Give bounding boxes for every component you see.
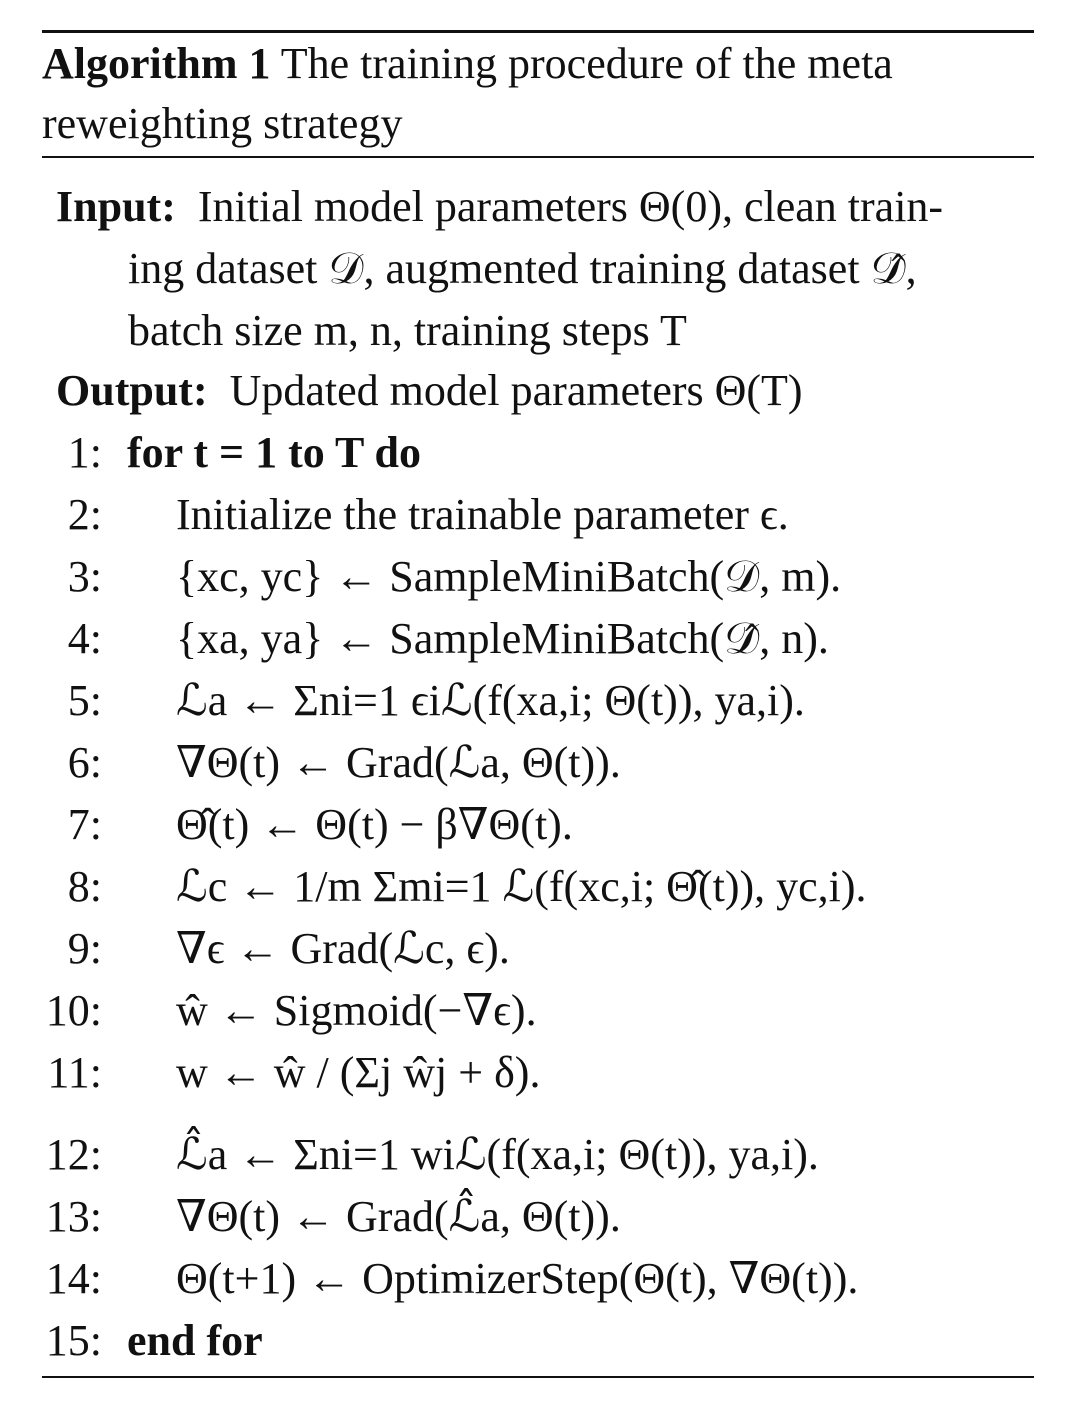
line-text: {xa, ya} ← SampleMiniBatch(𝒟̂, n). [176,614,829,663]
algorithm-line [0,484,1080,546]
input-text-line2: ing dataset 𝒟, augmented training dataset 𝒟̂, [128,244,917,293]
line-text: end for [127,1316,263,1365]
algorithm-line [0,980,1080,1042]
line-text: ℒa ← Σni=1 ϵiℒ(f(xa,i; Θ(t)), ya,i). [176,676,805,725]
line-number: 2: [67,490,102,539]
algorithm-title: The training procedure of the meta reweighting strategy [42,39,893,148]
algorithm-line [0,856,1080,918]
output-label: Output: [56,366,208,415]
line-number: 4: [67,614,102,663]
algorithm-line [0,670,1080,732]
line-number: 1: [67,428,102,477]
line-number: 11: [47,1048,102,1097]
line-number: 14: [45,1254,102,1303]
line-number: 7: [67,800,102,849]
bottom-rule [42,1376,1034,1378]
top-rule [42,30,1034,33]
output-text: Updated model parameters Θ(T) [229,366,803,415]
line-text: ℒc ← 1/m Σmi=1 ℒ(f(xc,i; Θ̂(t)), yc,i). [176,862,867,911]
line-number: 6: [67,738,102,787]
line-text: ŵ ← Sigmoid(−∇ϵ). [176,986,537,1035]
line-number: 10: [45,986,102,1035]
input-text-line1: Initial model parameters Θ(0), clean train- [197,182,944,231]
line-text: Initialize the trainable parameter ϵ. [176,490,789,539]
line-text: ∇Θ(t) ← Grad(ℒ̂a, Θ(t)). [176,1192,621,1241]
algorithm-caption [42,34,1034,154]
input-label: Input: [56,182,176,231]
line-number: 9: [67,924,102,973]
algorithm-line [0,1310,1080,1372]
algorithm-line [0,794,1080,856]
output-block [56,360,1046,422]
line-text: ℒ̂a ← Σni=1 wiℒ(f(xa,i; Θ(t)), ya,i). [176,1130,819,1179]
algorithm-line [0,1248,1080,1310]
algorithm-label: Algorithm 1 [42,39,271,88]
line-text: ∇ϵ ← Grad(ℒc, ϵ). [176,924,510,973]
line-text: w ← ŵ / (Σj ŵj + δ). [176,1048,541,1097]
line-text: Θ̂(t) ← Θ(t) − β∇Θ(t). [176,800,573,849]
input-block [56,176,1046,362]
algorithm-line [0,918,1080,980]
algorithm-line [0,732,1080,794]
line-text: {xc, yc} ← SampleMiniBatch(𝒟, m). [176,552,842,601]
algorithm-line [0,422,1080,484]
line-text: ∇Θ(t) ← Grad(ℒa, Θ(t)). [176,738,621,787]
line-number: 3: [67,552,102,601]
input-text-line3: batch size m, n, training steps T [128,306,687,355]
algorithm-line [0,546,1080,608]
line-number: 13: [45,1192,102,1241]
caption-rule [42,156,1034,158]
line-number: 12: [45,1130,102,1179]
line-number: 8: [67,862,102,911]
algorithm-line [0,1186,1080,1248]
line-text: for t = 1 to T do [127,428,421,477]
algorithm-line [0,608,1080,670]
line-text: Θ(t+1) ← OptimizerStep(Θ(t), ∇Θ(t)). [176,1254,859,1303]
line-number: 15: [45,1316,102,1365]
line-number: 5: [67,676,102,725]
algorithm-line [0,1124,1080,1186]
algorithm-line [0,1042,1080,1104]
